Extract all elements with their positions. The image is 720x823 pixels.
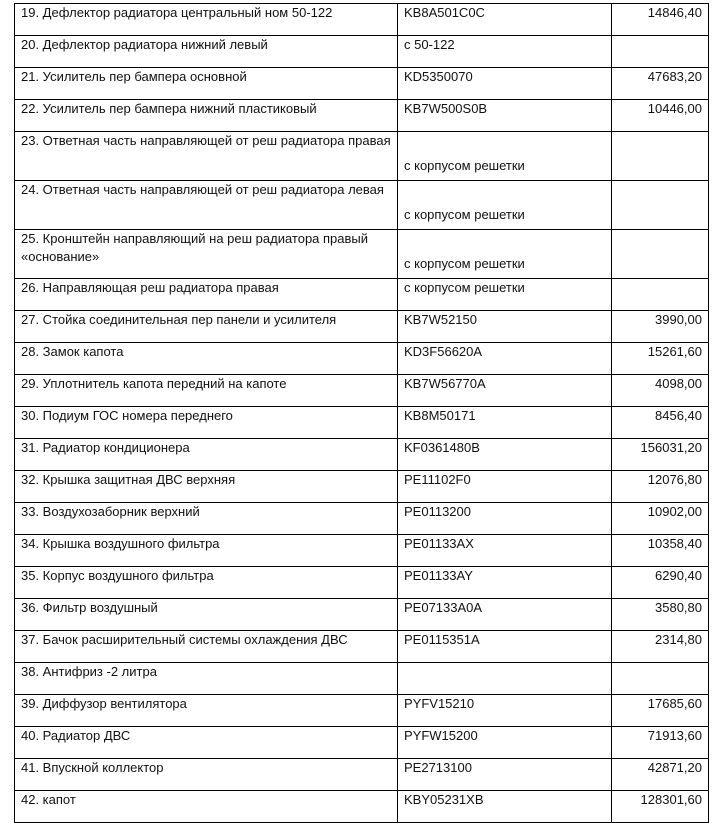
part-code: PE01133AX [398,535,612,567]
part-price [612,663,709,695]
table-row [15,375,709,407]
part-code: PE07133A0A [398,599,612,631]
part-name: 26. Направляющая реш радиатора правая [15,279,398,311]
table-row [15,100,709,132]
part-code: KF0361480B [398,439,612,471]
part-code: KB7W56770A [398,375,612,407]
part-name: 35. Корпус воздушного фильтра [15,567,398,599]
part-name: 28. Замок капота [15,343,398,375]
part-code: PE0113200 [398,503,612,535]
table-row [15,132,709,181]
part-name: 21. Усилитель пер бампера основной [15,68,398,100]
table-row [15,4,709,36]
part-name: 34. Крышка воздушного фильтра [15,535,398,567]
part-code [398,663,612,695]
part-code: с корпусом решетки [398,279,612,311]
part-code: KB8A501C0C [398,4,612,36]
table-row [15,535,709,567]
table-row [15,695,709,727]
part-code: PE2713100 [398,759,612,791]
part-price: 6290,40 [612,567,709,599]
part-price [612,279,709,311]
table-row [15,36,709,68]
part-name: 33. Воздухозаборник верхний [15,503,398,535]
part-price [612,132,709,181]
table-row [15,68,709,100]
part-price: 14846,40 [612,4,709,36]
table-row [15,181,709,230]
part-code: PE01133AY [398,567,612,599]
part-price: 128301,60 [612,791,709,823]
part-price [612,230,709,279]
table-row [15,599,709,631]
part-price: 3990,00 [612,311,709,343]
table-row [15,311,709,343]
part-code: PYFW15200 [398,727,612,759]
part-price: 3580,80 [612,599,709,631]
part-name: 41. Впускной коллектор [15,759,398,791]
part-name: 22. Усилитель пер бампера нижний пластиковый [15,100,398,132]
part-code: с корпусом решетки [398,230,612,279]
part-price: 156031,20 [612,439,709,471]
part-name: 37. Бачок расширительный системы охлаждения ДВС [15,631,398,663]
part-name: 39. Диффузор вентилятора [15,695,398,727]
table-row [15,439,709,471]
part-code: KD3F56620A [398,343,612,375]
table-row [15,343,709,375]
table-row [15,663,709,695]
part-name: 20. Дефлектор радиатора нижний левый [15,36,398,68]
part-name: 36. Фильтр воздушный [15,599,398,631]
part-code: PE11102F0 [398,471,612,503]
part-code: с корпусом решетки [398,181,612,230]
part-name: 29. Уплотнитель капота передний на капоте [15,375,398,407]
part-name: 30. Подиум ГОС номера переднего [15,407,398,439]
part-name: 38. Антифриз -2 литра [15,663,398,695]
table-row [15,407,709,439]
part-price: 15261,60 [612,343,709,375]
part-price: 10446,00 [612,100,709,132]
part-code: PYFV15210 [398,695,612,727]
table-row [15,230,709,279]
part-code: с 50-122 [398,36,612,68]
part-name: 19. Дефлектор радиатора центральный ном 50-122 [15,4,398,36]
part-name: 40. Радиатор ДВС [15,727,398,759]
table-row [15,471,709,503]
part-price: 2314,80 [612,631,709,663]
part-price: 71913,60 [612,727,709,759]
part-code: с корпусом решетки [398,132,612,181]
table-row [15,631,709,663]
part-code: KD5350070 [398,68,612,100]
part-price: 47683,20 [612,68,709,100]
part-code: KBY05231XB [398,791,612,823]
part-price: 10902,00 [612,503,709,535]
part-price: 10358,40 [612,535,709,567]
part-name: 27. Стойка соединительная пер панели и усилителя [15,311,398,343]
table-row [15,759,709,791]
part-name: 24. Ответная часть направляющей от реш радиатора левая [15,181,398,230]
table-row [15,279,709,311]
part-price: 17685,60 [612,695,709,727]
part-code: PE0115351A [398,631,612,663]
part-price: 4098,00 [612,375,709,407]
part-price: 42871,20 [612,759,709,791]
part-code: KB7W52150 [398,311,612,343]
part-code: KB8M50171 [398,407,612,439]
part-name: 42. капот [15,791,398,823]
part-price: 8456,40 [612,407,709,439]
part-name: 25. Кронштейн направляющий на реш радиатора правый «основание» [15,230,398,279]
part-name: 31. Радиатор кондиционера [15,439,398,471]
table-row [15,567,709,599]
part-code: KB7W500S0B [398,100,612,132]
part-name: 23. Ответная часть направляющей от реш радиатора правая [15,132,398,181]
parts-price-table [14,3,709,823]
part-price: 12076,80 [612,471,709,503]
table-row [15,503,709,535]
part-price [612,181,709,230]
table-row [15,727,709,759]
part-price [612,36,709,68]
table-row [15,791,709,823]
part-name: 32. Крышка защитная ДВС верхняя [15,471,398,503]
